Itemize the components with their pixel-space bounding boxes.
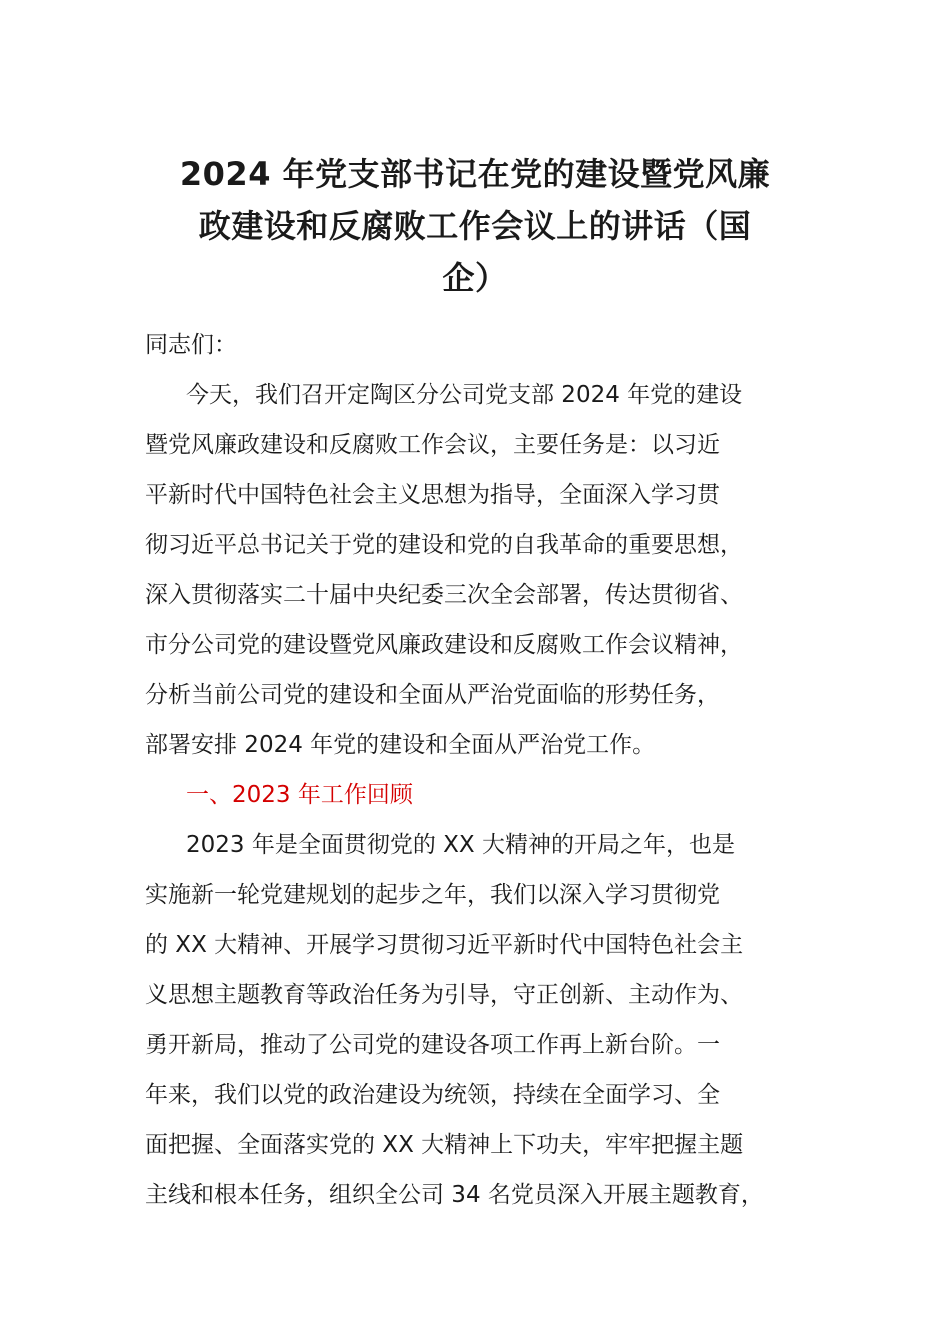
paragraph-line: 暨党风廉政建设和反腐败工作会议，主要任务是：以习近 <box>145 432 720 458</box>
salutation: 同志们： <box>145 332 237 358</box>
title-line-1: 2024 年党支部书记在党的建设暨党风廉 <box>179 155 771 193</box>
paragraph-line: 年来，我们以党的政治建设为统领，持续在全面学习、全 <box>145 1082 720 1108</box>
document-title <box>145 148 805 304</box>
document-body <box>145 320 810 1220</box>
paragraph-line: 实施新一轮党建规划的起步之年，我们以深入学习贯彻党 <box>145 882 720 908</box>
paragraph-line: 平新时代中国特色社会主义思想为指导，全面深入学习贯 <box>145 482 720 508</box>
paragraph-line: 分析当前公司党的建设和全面从严治党面临的形势任务， <box>145 682 720 708</box>
paragraph-line: 市分公司党的建设暨党风廉政建设和反腐败工作会议精神， <box>145 632 743 658</box>
paragraph-line: 深入贯彻落实二十届中央纪委三次全会部署，传达贯彻省、 <box>145 582 743 608</box>
paragraph-line: 面把握、全面落实党的 XX 大精神上下功夫，牢牢把握主题 <box>145 1132 744 1158</box>
section-heading: 一、2023 年工作回顾 <box>186 782 413 808</box>
paragraph-line: 部署安排 2024 年党的建设和全面从严治党工作。 <box>145 732 656 758</box>
paragraph-review <box>145 820 810 1220</box>
paragraph-intro <box>145 370 810 770</box>
title-line-3: 企） <box>442 259 508 297</box>
paragraph-line: 今天，我们召开定陶区分公司党支部 2024 年党的建设 <box>186 382 743 408</box>
paragraph-line: 主线和根本任务，组织全公司 34 名党员深入开展主题教育， <box>145 1182 764 1208</box>
paragraph-line: 彻习近平总书记关于党的建设和党的自我革命的重要思想， <box>145 532 743 558</box>
paragraph-line: 的 XX 大精神、开展学习贯彻习近平新时代中国特色社会主 <box>145 932 744 958</box>
paragraph-line: 义思想主题教育等政治任务为引导，守正创新、主动作为、 <box>145 982 743 1008</box>
paragraph-line: 2023 年是全面贯彻党的 XX 大精神的开局之年，也是 <box>186 832 735 858</box>
paragraph-line: 勇开新局，推动了公司党的建设各项工作再上新台阶。一 <box>145 1032 720 1058</box>
title-line-2: 政建设和反腐败工作会议上的讲话（国 <box>198 207 752 245</box>
